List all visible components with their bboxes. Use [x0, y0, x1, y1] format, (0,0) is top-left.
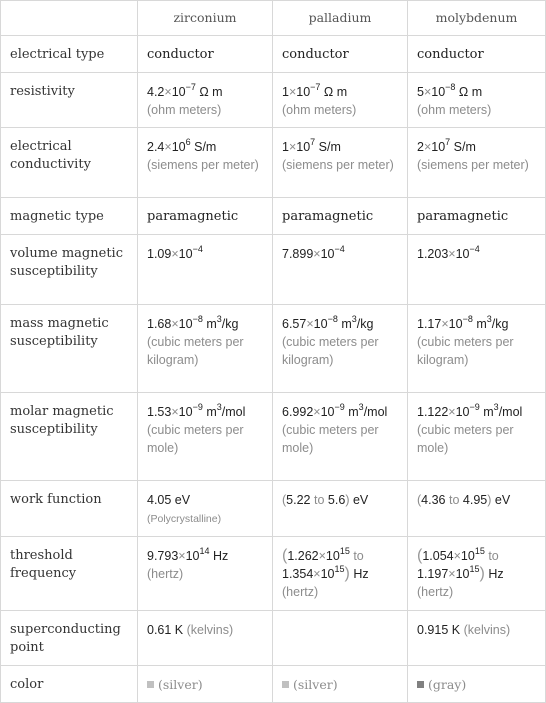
mantissa: 1.53	[147, 405, 172, 419]
cell-value	[138, 73, 273, 128]
unit: Hz	[213, 549, 229, 563]
exponent: −4	[192, 243, 203, 254]
cell-value	[273, 666, 408, 703]
table-row-molar-susceptibility	[1, 393, 546, 481]
unit: S/m	[194, 140, 217, 154]
unit-name: (kelvins)	[186, 623, 234, 637]
ten: 10	[455, 567, 470, 581]
unit: m	[341, 317, 352, 331]
cell-value: ($1.262\times 10^{15}$ to $1.354\times 10^{15}$) Hz (hertz)	[273, 537, 408, 611]
range-low-mantissa: 1.054	[422, 549, 454, 563]
unit: S/m	[318, 140, 341, 154]
unit-name: (ohm meters)	[417, 103, 492, 117]
range-high: 4.95	[462, 493, 488, 507]
range-high: 5.6	[327, 493, 346, 507]
cell-value: paramagnetic	[138, 198, 273, 235]
row-label: magnetic type	[1, 198, 138, 235]
row-label: threshold frequency	[1, 537, 138, 611]
column-header-zirconium: zirconium	[138, 1, 273, 36]
row-label: color	[1, 666, 138, 703]
column-header-palladium: palladium	[273, 1, 408, 36]
times-sign: ×	[288, 85, 297, 99]
unit-exponent: 3	[358, 401, 364, 412]
ten: 10	[320, 247, 335, 261]
times-sign: ×	[448, 567, 456, 581]
cell-value: conductor	[273, 36, 408, 73]
unit: eV	[494, 493, 511, 507]
color-swatch	[417, 681, 424, 688]
cell-value	[138, 393, 273, 481]
ten: 10	[325, 549, 340, 563]
exponent: −7	[310, 81, 321, 92]
mantissa: 1.203	[417, 247, 449, 261]
times-sign: ×	[318, 549, 326, 563]
cell-value	[138, 481, 273, 537]
times-sign: ×	[448, 247, 456, 261]
mantissa: 1.17	[417, 317, 442, 331]
table-row-resistivity	[1, 73, 546, 128]
unit: Ω m	[199, 85, 223, 99]
ten: 10	[431, 140, 446, 154]
work-function-value: 4.05 eV	[147, 493, 191, 507]
cell-value	[273, 305, 408, 393]
unit: Ω m	[458, 85, 483, 99]
unit-name: (cubic meters per kilogram)	[282, 335, 379, 367]
cell-value	[273, 73, 408, 128]
times-sign: ×	[171, 317, 179, 331]
mantissa: 4.2	[147, 85, 165, 99]
times-sign: ×	[313, 405, 321, 419]
unit: Hz	[488, 567, 504, 581]
cell-value	[408, 305, 546, 393]
cell-value	[408, 611, 546, 666]
times-sign: ×	[423, 140, 432, 154]
unit-denominator: /mol	[221, 405, 246, 419]
exponent: −7	[185, 81, 196, 92]
ten: 10	[455, 247, 470, 261]
cell-value	[138, 537, 273, 611]
mantissa: 1.68	[147, 317, 172, 331]
cell-value: (5.22 to 5.6) eV	[273, 481, 408, 537]
cell-value	[138, 305, 273, 393]
exponent: −9	[192, 401, 203, 412]
unit-name: (cubic meters per kilogram)	[417, 335, 514, 367]
unit-name: (cubic meters per kilogram)	[147, 335, 244, 367]
range-to: to	[488, 549, 499, 563]
unit: m	[483, 405, 494, 419]
cell-value: conductor	[138, 36, 273, 73]
unit-name: (siemens per meter)	[147, 158, 259, 172]
unit-exponent: 3	[486, 313, 492, 324]
unit: m	[206, 405, 217, 419]
cell-value: paramagnetic	[273, 198, 408, 235]
cell-value	[138, 666, 273, 703]
unit: S/m	[453, 140, 476, 154]
cell-value	[408, 73, 546, 128]
ten: 10	[178, 317, 193, 331]
unit-exponent: 3	[351, 313, 357, 324]
mantissa: 7.899	[282, 247, 314, 261]
cell-value-empty	[273, 611, 408, 666]
unit: m	[348, 405, 359, 419]
cell-value: conductor	[408, 36, 546, 73]
unit-name: (cubic meters per mole)	[147, 423, 244, 455]
table-row-mass-susceptibility	[1, 305, 546, 393]
cell-value	[273, 393, 408, 481]
exponent: −4	[469, 243, 480, 254]
ten: 10	[171, 140, 186, 154]
ten: 10	[296, 140, 311, 154]
cell-value	[138, 128, 273, 198]
exponent: 15	[469, 563, 480, 574]
cell-value: (4.36 to 4.95) eV	[408, 481, 546, 537]
unit: m	[206, 317, 217, 331]
ten: 10	[460, 549, 475, 563]
exponent: 15	[339, 545, 350, 556]
row-label: electrical conductivity	[1, 128, 138, 198]
table-row-magnetic-type	[1, 198, 546, 235]
unit-name: (ohm meters)	[282, 103, 357, 117]
exponent: 14	[199, 545, 210, 556]
row-label: mass magnetic susceptibility	[1, 305, 138, 393]
ten: 10	[431, 85, 446, 99]
color-name: (gray)	[428, 677, 467, 692]
unit-name: (hertz)	[417, 585, 454, 599]
times-sign: ×	[313, 567, 321, 581]
column-header-molybdenum: molybdenum	[408, 1, 546, 36]
times-sign: ×	[171, 247, 179, 261]
unit: Ω m	[323, 85, 348, 99]
mantissa: 2.4	[147, 140, 165, 154]
unit-name: (kelvins)	[463, 623, 511, 637]
range-low: 4.36	[421, 493, 446, 507]
times-sign: ×	[423, 85, 432, 99]
times-sign: ×	[441, 317, 449, 331]
cell-value	[408, 393, 546, 481]
cell-value	[273, 128, 408, 198]
exponent: −8	[327, 313, 338, 324]
unit-exponent: 3	[216, 401, 222, 412]
ten: 10	[455, 405, 470, 419]
row-label: electrical type	[1, 36, 138, 73]
mantissa: 6.57	[282, 317, 307, 331]
exponent: 15	[474, 545, 485, 556]
cell-value: paramagnetic	[408, 198, 546, 235]
table-row-electrical-type	[1, 36, 546, 73]
ten: 10	[448, 317, 463, 331]
times-sign: ×	[178, 549, 186, 563]
color-name: (silver)	[158, 677, 203, 692]
range-to: to	[314, 493, 325, 507]
corner-cell	[1, 1, 138, 36]
unit-name: (siemens per meter)	[282, 158, 394, 172]
work-function-note: (Polycrystalline)	[147, 513, 222, 525]
ten: 10	[313, 317, 328, 331]
row-label: superconducting point	[1, 611, 138, 666]
exponent: 7	[445, 136, 451, 147]
range-low-mantissa: 1.262	[287, 549, 319, 563]
table-row-work-function	[1, 481, 546, 537]
times-sign: ×	[448, 405, 456, 419]
ten: 10	[296, 85, 311, 99]
range-to: to	[353, 549, 364, 563]
times-sign: ×	[164, 140, 172, 154]
table-row-electrical-conductivity	[1, 128, 546, 198]
times-sign: ×	[313, 247, 321, 261]
mantissa: 5	[417, 85, 424, 99]
exponent: 6	[185, 136, 191, 147]
row-label: resistivity	[1, 73, 138, 128]
range-low: 5.22	[286, 493, 311, 507]
mantissa: 2	[417, 140, 424, 154]
unit-denominator: /kg	[491, 317, 509, 331]
ten: 10	[320, 405, 335, 419]
range-high-mantissa: 1.197	[417, 567, 449, 581]
unit-name: (hertz)	[147, 567, 184, 581]
mantissa: 1	[282, 140, 289, 154]
exponent: −8	[462, 313, 473, 324]
range-high-mantissa: 1.354	[282, 567, 314, 581]
mantissa: 6.992	[282, 405, 314, 419]
table-row-volume-susceptibility	[1, 235, 546, 305]
unit-denominator: /kg	[356, 317, 374, 331]
color-name: (silver)	[293, 677, 338, 692]
row-label: molar magnetic susceptibility	[1, 393, 138, 481]
ten: 10	[178, 405, 193, 419]
table-row-superconducting-point	[1, 611, 546, 666]
unit-name: (cubic meters per mole)	[282, 423, 379, 455]
mantissa: 9.793	[147, 549, 179, 563]
unit-denominator: /kg	[221, 317, 239, 331]
cell-value	[408, 128, 546, 198]
table-row-color	[1, 666, 546, 703]
ten: 10	[178, 247, 193, 261]
color-swatch	[282, 681, 289, 688]
mantissa: 1.122	[417, 405, 449, 419]
cell-value	[273, 235, 408, 305]
times-sign: ×	[306, 317, 314, 331]
cell-value: ($1.054\times 10^{15}$ to $1.197\times 10^{15}$) Hz (hertz)	[408, 537, 546, 611]
ten: 10	[171, 85, 186, 99]
table-header-row	[1, 1, 546, 36]
times-sign: ×	[171, 405, 179, 419]
times-sign: ×	[288, 140, 297, 154]
unit-exponent: 3	[493, 401, 499, 412]
row-label: work function	[1, 481, 138, 537]
cell-value	[408, 235, 546, 305]
unit-name: (cubic meters per mole)	[417, 423, 514, 455]
mantissa: 1	[282, 85, 289, 99]
value: 0.61 K	[147, 623, 184, 637]
exponent: −8	[192, 313, 203, 324]
unit-denominator: /mol	[498, 405, 523, 419]
exponent: −4	[334, 243, 345, 254]
cell-value	[138, 235, 273, 305]
cell-value	[138, 611, 273, 666]
range-to: to	[449, 493, 460, 507]
table-row-threshold-frequency	[1, 537, 546, 611]
exponent: −8	[445, 81, 456, 92]
ten: 10	[185, 549, 200, 563]
exponent: −9	[469, 401, 480, 412]
unit: Hz	[353, 567, 369, 581]
unit-exponent: 3	[216, 313, 222, 324]
mantissa: 1.09	[147, 247, 172, 261]
color-swatch	[147, 681, 154, 688]
ten: 10	[320, 567, 335, 581]
times-sign: ×	[453, 549, 461, 563]
row-label: volume magnetic susceptibility	[1, 235, 138, 305]
cell-value	[408, 666, 546, 703]
unit-denominator: /mol	[363, 405, 388, 419]
unit-name: (hertz)	[282, 585, 319, 599]
exponent: 15	[334, 563, 345, 574]
exponent: −9	[334, 401, 345, 412]
times-sign: ×	[164, 85, 172, 99]
value: 0.915 K	[417, 623, 461, 637]
unit: m	[476, 317, 487, 331]
unit: eV	[352, 493, 369, 507]
exponent: 7	[310, 136, 316, 147]
unit-name: (siemens per meter)	[417, 158, 529, 172]
unit-name: (ohm meters)	[147, 103, 222, 117]
